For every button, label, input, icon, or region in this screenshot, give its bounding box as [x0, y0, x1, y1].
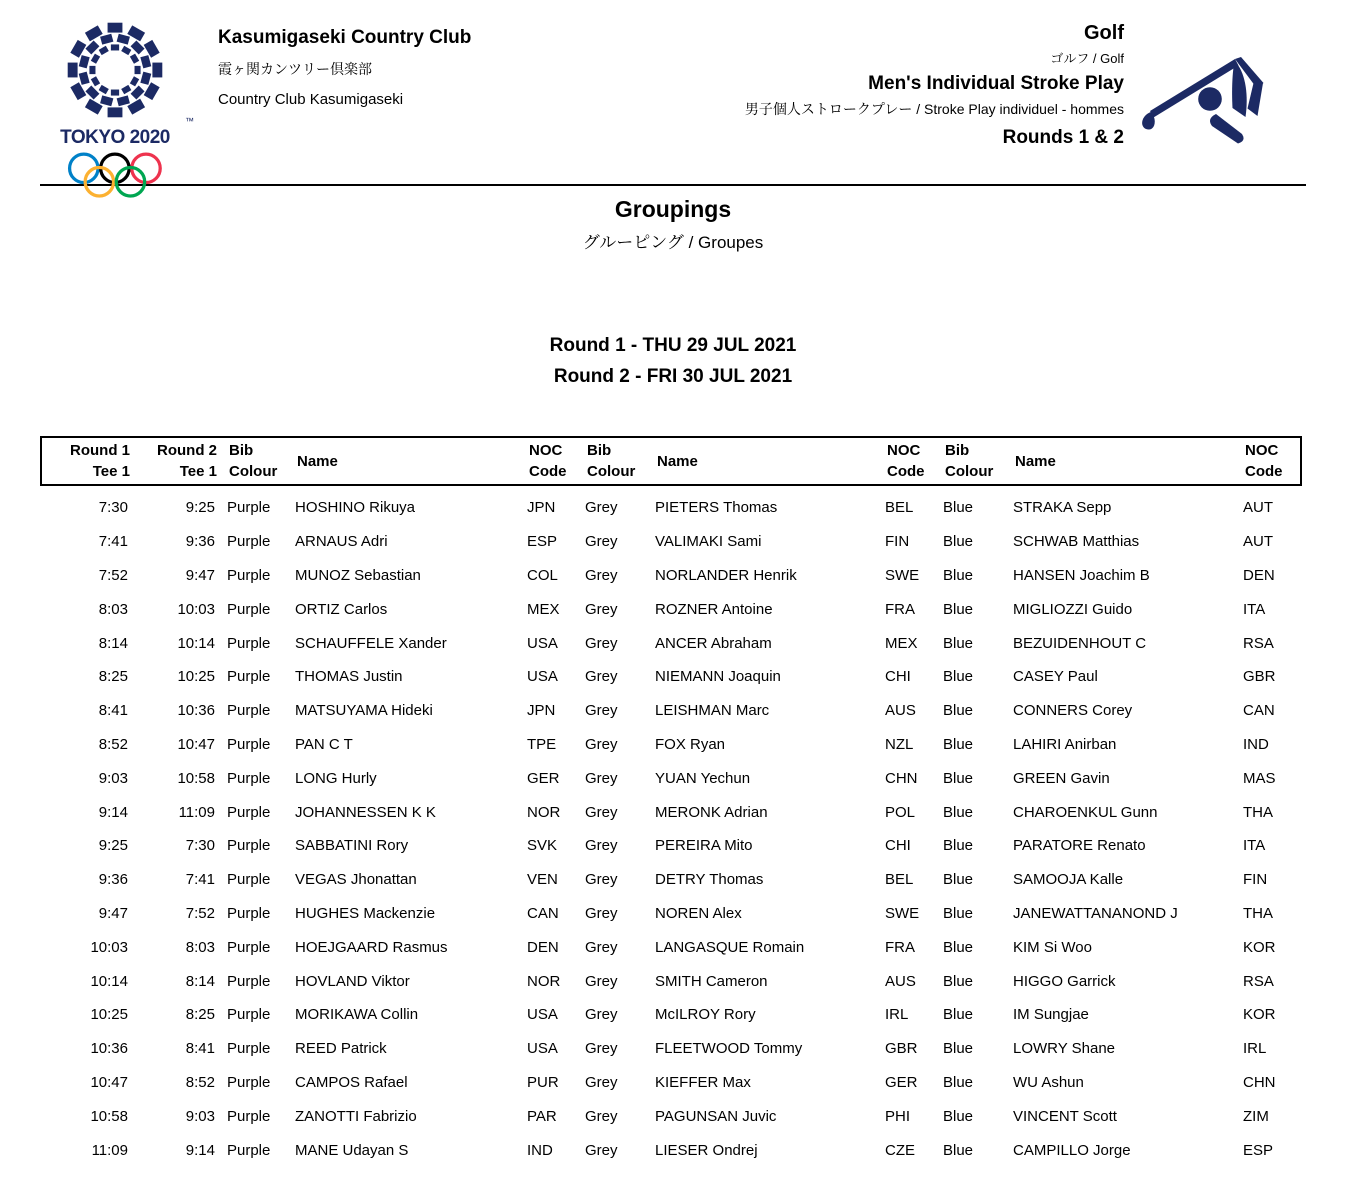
player-name: PIETERS Thomas	[655, 499, 778, 517]
noc-code: POL	[885, 803, 916, 821]
sport-name-sub: ゴルフ / Golf	[1050, 51, 1124, 66]
bib-colour: Purple	[227, 769, 271, 787]
round-2-tee-time: 10:47	[177, 735, 215, 753]
noc-code: FIN	[1243, 871, 1268, 889]
bib-colour: Purple	[227, 938, 271, 956]
bib-colour: Blue	[943, 1141, 974, 1159]
noc-code: IRL	[1243, 1040, 1267, 1058]
player-name: PARATORE Renato	[1013, 837, 1146, 855]
player-name: MORIKAWA Collin	[295, 1006, 419, 1024]
bib-colour: Grey	[585, 735, 618, 753]
noc-code: GBR	[885, 1040, 918, 1058]
bib-colour: Purple	[227, 702, 271, 720]
player-name: SABBATINI Rory	[295, 837, 409, 855]
bib-colour: Grey	[585, 566, 618, 584]
noc-code: AUT	[1243, 499, 1273, 517]
player-name: JOHANNESSEN K K	[295, 803, 436, 821]
table-row	[40, 1066, 1302, 1100]
bib-colour: Purple	[227, 1073, 271, 1091]
round-2-tee-time: 10:36	[177, 702, 215, 720]
round-2-tee-time: 9:47	[185, 566, 215, 584]
bib-colour: Grey	[585, 499, 618, 517]
table-row	[40, 761, 1302, 795]
noc-code: IND	[527, 1141, 553, 1159]
round-2-tee-time: 9:36	[185, 533, 215, 551]
player-name: GREEN Gavin	[1013, 769, 1110, 787]
player-name: ARNAUS Adri	[295, 533, 388, 551]
bib-colour: Grey	[585, 837, 618, 855]
bib-colour: Grey	[585, 904, 618, 922]
player-name: ANCER Abraham	[655, 634, 772, 652]
noc-code: PAR	[527, 1107, 557, 1125]
round-1-tee-time: 10:25	[90, 1006, 128, 1024]
player-name: NOREN Alex	[655, 904, 742, 922]
noc-code: CZE	[885, 1141, 915, 1159]
table-row	[40, 964, 1302, 998]
noc-code: AUS	[885, 972, 916, 990]
document-header	[0, 0, 1346, 184]
bib-colour: Blue	[943, 871, 974, 889]
bib-colour: Grey	[585, 668, 618, 686]
header-name-3: Name	[1015, 452, 1056, 470]
noc-code: USA	[527, 668, 558, 686]
bib-colour: Blue	[943, 904, 974, 922]
bib-colour: Blue	[943, 600, 974, 618]
bib-colour: Purple	[227, 600, 271, 618]
player-name: LEISHMAN Marc	[655, 702, 770, 720]
bib-colour: Purple	[227, 1040, 271, 1058]
noc-code: CAN	[527, 904, 559, 922]
bib-colour: Purple	[227, 837, 271, 855]
bib-colour: Blue	[943, 668, 974, 686]
noc-code: IND	[1243, 735, 1269, 753]
round-2-tee-time: 9:25	[185, 499, 215, 517]
round-2-tee-time: 9:14	[185, 1141, 215, 1159]
noc-code: BEL	[885, 871, 914, 889]
noc-code: ESP	[527, 533, 558, 551]
player-name: WU Ashun	[1013, 1073, 1084, 1091]
bib-colour: Grey	[585, 972, 618, 990]
noc-code: FRA	[885, 938, 915, 956]
round-1-tee-time: 7:41	[98, 533, 128, 551]
header-bib-colour-3: Bib Colour	[945, 442, 994, 480]
sport-name: Golf	[1084, 22, 1124, 44]
table-header-row	[40, 436, 1302, 486]
bib-colour: Blue	[943, 837, 974, 855]
round-1-tee-time: 10:58	[90, 1107, 128, 1125]
player-name: CAMPILLO Jorge	[1013, 1141, 1131, 1159]
round-1-tee-time: 10:03	[90, 938, 128, 956]
round-2-tee-time: 8:52	[185, 1073, 215, 1091]
round-2-tee-time: 8:25	[185, 1006, 215, 1024]
round-1-tee-time: 10:14	[90, 972, 128, 990]
bib-colour: Grey	[585, 600, 618, 618]
bib-colour: Purple	[227, 1006, 271, 1024]
noc-code: KOR	[1243, 938, 1276, 956]
bib-colour: Purple	[227, 904, 271, 922]
tokyo-2020-wordmark: TOKYO 2020	[60, 127, 170, 148]
bib-colour: Blue	[943, 1107, 974, 1125]
header-noc-code-1: NOC Code	[529, 442, 567, 480]
player-name: CAMPOS Rafael	[295, 1073, 408, 1091]
trademark-symbol: ™	[185, 116, 194, 126]
noc-code: RSA	[1243, 634, 1274, 652]
bib-colour: Purple	[227, 803, 271, 821]
player-name: KIM Si Woo	[1013, 938, 1092, 956]
bib-colour: Blue	[943, 702, 974, 720]
player-name: ROZNER Antoine	[655, 600, 773, 618]
noc-code: BEL	[885, 499, 914, 517]
noc-code: GER	[885, 1073, 918, 1091]
player-name: LOWRY Shane	[1013, 1040, 1116, 1058]
noc-code: GBR	[1243, 668, 1276, 686]
player-name: VEGAS Jhonattan	[295, 871, 417, 889]
round-1-tee-time: 9:47	[98, 904, 128, 922]
table-row	[40, 1099, 1302, 1133]
round-2-tee-time: 10:58	[177, 769, 215, 787]
bib-colour: Blue	[943, 938, 974, 956]
player-name: SAMOOJA Kalle	[1013, 871, 1124, 889]
round-2-tee-time: 10:25	[177, 668, 215, 686]
event-name-sub: 男子個人ストロークプレー / Stroke Play individuel - hommes	[744, 101, 1124, 117]
bib-colour: Blue	[943, 803, 974, 821]
round-2-tee-time: 10:03	[177, 600, 215, 618]
player-name: KIEFFER Max	[655, 1073, 751, 1091]
venue-name-alt: Country Club Kasumigaseki	[218, 90, 404, 108]
noc-code: CHN	[1243, 1073, 1276, 1091]
player-name: YUAN Yechun	[655, 769, 751, 787]
venue-name-japanese: 霞ヶ関カンツリー倶楽部	[218, 60, 372, 77]
noc-code: RSA	[1243, 972, 1274, 990]
player-name: VALIMAKI Sami	[655, 533, 762, 551]
round-2-tee-time: 10:14	[177, 634, 215, 652]
noc-code: DEN	[527, 938, 559, 956]
round-2-tee-time: 7:30	[185, 837, 215, 855]
table-row	[40, 1032, 1302, 1066]
noc-code: FRA	[885, 600, 915, 618]
round-1-tee-time: 9:03	[98, 769, 128, 787]
round-1-tee-time: 8:03	[98, 600, 128, 618]
noc-code: JPN	[527, 702, 556, 720]
bib-colour: Blue	[943, 1073, 974, 1091]
noc-code: ITA	[1243, 837, 1266, 855]
player-name: SCHAUFFELE Xander	[295, 634, 447, 652]
player-name: HUGHES Mackenzie	[295, 904, 436, 922]
player-name: HOVLAND Viktor	[295, 972, 410, 990]
bib-colour: Blue	[943, 533, 974, 551]
bib-colour: Grey	[585, 1107, 618, 1125]
noc-code: TPE	[527, 735, 557, 753]
player-name: MUNOZ Sebastian	[295, 566, 421, 584]
document-title	[0, 196, 1346, 253]
round-1-tee-time: 10:36	[90, 1040, 128, 1058]
player-name: MATSUYAMA Hideki	[295, 702, 433, 720]
header-bib-colour-2: Bib Colour	[587, 442, 636, 480]
player-name: CASEY Paul	[1013, 668, 1098, 686]
bib-colour: Grey	[585, 634, 618, 652]
player-name: CHAROENKUL Gunn	[1013, 803, 1158, 821]
header-round-1-tee-1: Round 1 Tee 1	[70, 442, 130, 480]
noc-code: ESP	[1243, 1141, 1274, 1159]
player-name: PAGUNSAN Juvic	[655, 1107, 777, 1125]
bib-colour: Blue	[943, 972, 974, 990]
table-row	[40, 728, 1302, 762]
noc-code: COL	[527, 566, 558, 584]
noc-code: CHI	[885, 837, 911, 855]
round-1-date: Round 1 - THU 29 JUL 2021	[549, 335, 797, 356]
round-dates	[0, 330, 1346, 392]
noc-code: NOR	[527, 803, 561, 821]
noc-code: CAN	[1243, 702, 1275, 720]
groupings-table-body	[40, 486, 1302, 1167]
bib-colour: Purple	[227, 634, 271, 652]
venue-block	[218, 14, 471, 108]
round-1-tee-time: 7:30	[98, 499, 128, 517]
noc-code: MEX	[885, 634, 918, 652]
player-name: MANE Udayan S	[295, 1141, 409, 1159]
header-bib-colour-1: Bib Colour	[229, 442, 278, 480]
rounds-label: Rounds 1 & 2	[1002, 127, 1124, 148]
player-name: LONG Hurly	[295, 769, 377, 787]
round-1-tee-time: 9:14	[98, 803, 128, 821]
noc-code: KOR	[1243, 1006, 1276, 1024]
noc-code: DEN	[1243, 566, 1275, 584]
noc-code: VEN	[527, 871, 558, 889]
round-1-tee-time: 8:14	[98, 634, 128, 652]
header-divider	[40, 184, 1306, 186]
header-name-1: Name	[297, 452, 338, 470]
table-row	[40, 660, 1302, 694]
noc-code: SWE	[885, 566, 920, 584]
player-name: HANSEN Joachim B	[1013, 566, 1150, 584]
player-name: LAHIRI Anirban	[1013, 735, 1117, 753]
player-name: PAN C T	[295, 735, 353, 753]
bib-colour: Purple	[227, 972, 271, 990]
bib-colour: Grey	[585, 1073, 618, 1091]
noc-code: SVK	[527, 837, 558, 855]
bib-colour: Blue	[943, 1006, 974, 1024]
table-row	[40, 829, 1302, 863]
round-2-tee-time: 9:03	[185, 1107, 215, 1125]
player-name: STRAKA Sepp	[1013, 499, 1112, 517]
player-name: FOX Ryan	[655, 735, 726, 753]
header-noc-code-3: NOC Code	[1245, 442, 1283, 480]
player-name: JANEWATTANANOND J	[1013, 904, 1178, 922]
round-2-tee-time: 7:41	[185, 871, 215, 889]
bib-colour: Grey	[585, 1141, 618, 1159]
table-row	[40, 525, 1302, 559]
noc-code: CHI	[885, 668, 911, 686]
noc-code: FIN	[885, 533, 910, 551]
bib-colour: Blue	[943, 634, 974, 652]
player-name: PEREIRA Mito	[655, 837, 753, 855]
noc-code: SWE	[885, 904, 920, 922]
round-2-tee-time: 8:03	[185, 938, 215, 956]
bib-colour: Grey	[585, 938, 618, 956]
player-name: LANGASQUE Romain	[655, 938, 805, 956]
bib-colour: Purple	[227, 566, 271, 584]
round-1-tee-time: 9:25	[98, 837, 128, 855]
bib-colour: Grey	[585, 1040, 618, 1058]
bib-colour: Purple	[227, 735, 271, 753]
bib-colour: Blue	[943, 769, 974, 787]
bib-colour: Purple	[227, 668, 271, 686]
round-2-tee-time: 11:09	[178, 803, 215, 821]
bib-colour: Grey	[585, 533, 618, 551]
round-2-tee-time: 8:14	[185, 972, 215, 990]
player-name: HOEJGAARD Rasmus	[295, 938, 448, 956]
noc-code: NOR	[527, 972, 561, 990]
player-name: HIGGO Garrick	[1013, 972, 1116, 990]
bib-colour: Grey	[585, 769, 618, 787]
player-name: DETRY Thomas	[655, 871, 764, 889]
player-name: NORLANDER Henrik	[655, 566, 797, 584]
event-block	[745, 14, 1124, 149]
table-row	[40, 626, 1302, 660]
player-name: SMITH Cameron	[655, 972, 768, 990]
round-2-tee-time: 7:52	[185, 904, 215, 922]
bib-colour: Grey	[585, 702, 618, 720]
table-row	[40, 559, 1302, 593]
player-name: McILROY Rory	[655, 1006, 756, 1024]
player-name: REED Patrick	[295, 1040, 387, 1058]
round-1-tee-time: 8:52	[98, 735, 128, 753]
round-1-tee-time: 10:47	[90, 1073, 128, 1091]
round-2-tee-time: 8:41	[185, 1040, 215, 1058]
round-1-tee-time: 7:52	[98, 566, 128, 584]
noc-code: AUT	[1243, 533, 1273, 551]
player-name: VINCENT Scott	[1013, 1107, 1117, 1125]
player-name: MERONK Adrian	[655, 803, 768, 821]
tokyo-2020-emblem-icon	[60, 15, 170, 125]
player-name: ZANOTTI Fabrizio	[295, 1107, 417, 1125]
noc-code: ITA	[1243, 600, 1266, 618]
bib-colour: Blue	[943, 566, 974, 584]
player-name: FLEETWOOD Tommy	[655, 1040, 803, 1058]
table-row	[40, 592, 1302, 626]
player-name: CONNERS Corey	[1013, 702, 1133, 720]
venue-name: Kasumigaseki Country Club	[218, 27, 472, 48]
table-row	[40, 930, 1302, 964]
bib-colour: Purple	[227, 533, 271, 551]
player-name: SCHWAB Matthias	[1013, 533, 1140, 551]
noc-code: THA	[1243, 803, 1273, 821]
noc-code: IRL	[885, 1006, 909, 1024]
noc-code: USA	[527, 1006, 558, 1024]
noc-code: PHI	[885, 1107, 911, 1125]
noc-code: MAS	[1243, 769, 1276, 787]
noc-code: THA	[1243, 904, 1273, 922]
page-title-sub: グルーピング / Groupes	[582, 233, 764, 252]
event-name: Men's Individual Stroke Play	[868, 73, 1124, 94]
header-noc-code-2: NOC Code	[887, 442, 925, 480]
noc-code: USA	[527, 1040, 558, 1058]
bib-colour: Purple	[227, 871, 271, 889]
player-name: LIESER Ondrej	[655, 1141, 758, 1159]
bib-colour: Purple	[227, 1107, 271, 1125]
noc-code: PUR	[527, 1073, 559, 1091]
groupings-table	[40, 436, 1302, 1167]
table-row	[40, 863, 1302, 897]
noc-code: CHN	[885, 769, 918, 787]
noc-code: NZL	[885, 735, 914, 753]
noc-code: GER	[527, 769, 560, 787]
bib-colour: Purple	[227, 1141, 271, 1159]
round-1-tee-time: 11:09	[91, 1141, 128, 1159]
table-row	[40, 491, 1302, 525]
bib-colour: Grey	[585, 871, 618, 889]
player-name: THOMAS Justin	[295, 668, 403, 686]
header-name-2: Name	[657, 452, 698, 470]
noc-code: MEX	[527, 600, 560, 618]
noc-code: JPN	[527, 499, 556, 517]
bib-colour: Purple	[227, 499, 271, 517]
bib-colour: Blue	[943, 499, 974, 517]
player-name: HOSHINO Rikuya	[295, 499, 416, 517]
noc-code: AUS	[885, 702, 916, 720]
olympic-rings-icon	[66, 152, 164, 200]
table-row	[40, 897, 1302, 931]
round-1-tee-time: 8:41	[98, 702, 128, 720]
table-row	[40, 694, 1302, 728]
player-name: IM Sungjae	[1013, 1006, 1089, 1024]
round-1-tee-time: 9:36	[98, 871, 128, 889]
noc-code: USA	[527, 634, 558, 652]
table-row	[40, 1133, 1302, 1167]
table-row	[40, 998, 1302, 1032]
noc-code: ZIM	[1243, 1107, 1269, 1125]
golf-pictogram-icon	[1136, 44, 1306, 169]
bib-colour: Blue	[943, 1040, 974, 1058]
player-name: BEZUIDENHOUT C	[1013, 634, 1147, 652]
player-name: ORTIZ Carlos	[295, 600, 388, 618]
player-name: MIGLIOZZI Guido	[1013, 600, 1133, 618]
table-row	[40, 795, 1302, 829]
header-round-2-tee-1: Round 2 Tee 1	[157, 442, 217, 480]
bib-colour: Grey	[585, 1006, 618, 1024]
tokyo-2020-logo	[40, 14, 194, 200]
page-title: Groupings	[614, 196, 732, 222]
round-2-date: Round 2 - FRI 30 JUL 2021	[553, 366, 793, 387]
player-name: NIEMANN Joaquin	[655, 668, 781, 686]
bib-colour: Blue	[943, 735, 974, 753]
bib-colour: Grey	[585, 803, 618, 821]
round-1-tee-time: 8:25	[98, 668, 128, 686]
